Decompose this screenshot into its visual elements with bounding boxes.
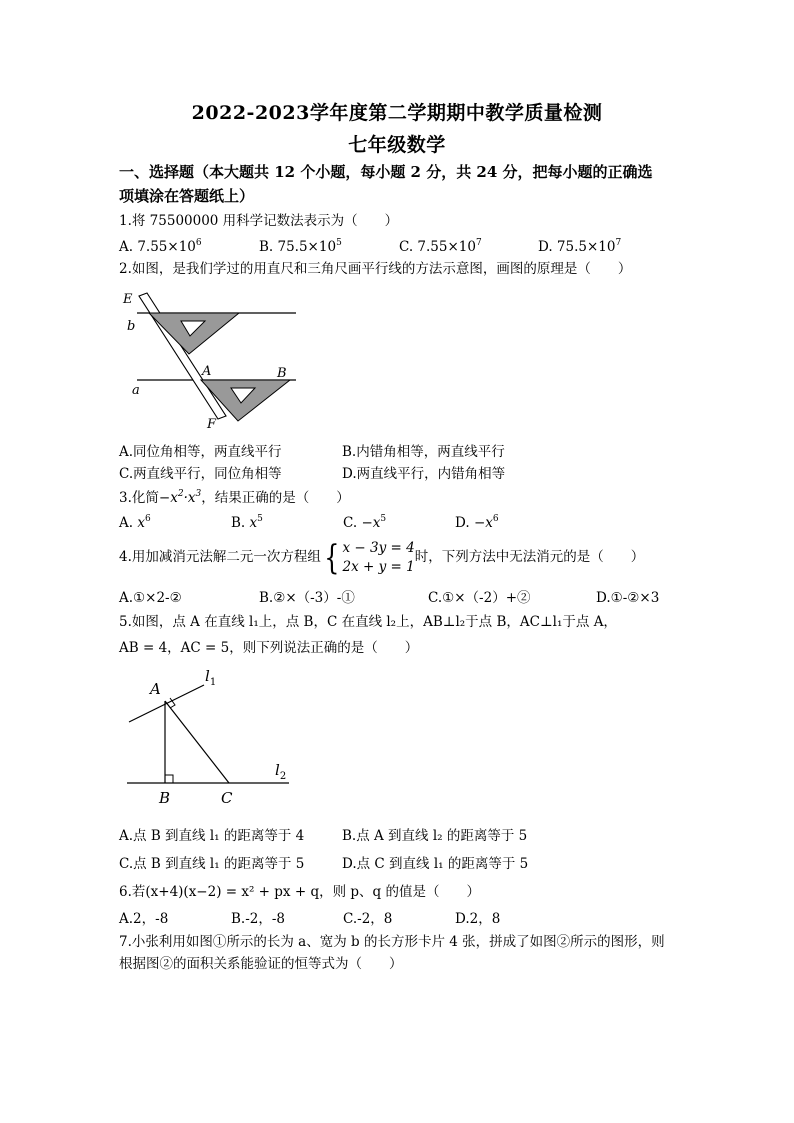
- q5-option-c: C.点 B 到直线 l₁ 的距离等于 5: [119, 856, 305, 872]
- q6-stem: 6.若(x+4)(x−2) = x² + px + q，则 p、q 的值是（ ）: [119, 884, 480, 900]
- q5-figure: [119, 665, 304, 810]
- q4-option-d: D.①-②×3: [596, 590, 660, 606]
- q3-option-c: C. $-x^5$: [343, 514, 387, 531]
- q4-eq1: x − 3y = 4: [342, 539, 415, 556]
- exam-subtitle: 七年级数学: [348, 134, 446, 156]
- label-B: B: [159, 789, 171, 807]
- q7-stem-line2: 根据图②的面积关系能验证的恒等式为（ ）: [119, 956, 403, 972]
- section-heading-line1: 一、选择题（本大题共 12 个小题，每小题 2 分，共 24 分，把每小题的正确选: [119, 163, 653, 181]
- q5-stem-line1: 5.如图，点 A 在直线 l₁上，点 B，C 在直线 l₂上，AB⊥l₂于点 B，AC⊥l₁于点 A，: [119, 614, 617, 630]
- q6-option-b: B.-2，-8: [231, 911, 286, 927]
- label-B: B: [277, 366, 287, 381]
- q3-option-b: B. $x^5$: [231, 514, 263, 531]
- q2-figure: [119, 288, 304, 433]
- q1-option-c: C. $7.55\times 10^7$: [399, 238, 482, 255]
- segment-AC: [165, 701, 229, 783]
- label-a: a: [132, 383, 140, 398]
- right-angle-B: [165, 775, 173, 783]
- q5-option-a: A.点 B 到直线 l₁ 的距离等于 4: [119, 828, 305, 844]
- q1-stem: 1.将 75500000 用科学记数法表示为（ ）: [119, 213, 399, 229]
- label-C: C: [221, 789, 233, 807]
- q1-option-d: D. $75.5\times 10^7$: [538, 238, 622, 255]
- q4-option-b: B.②×（-3）-①: [259, 590, 355, 606]
- label-F: F: [207, 417, 217, 432]
- q2-option-b: B.内错角相等，两直线平行: [342, 444, 505, 460]
- label-b: b: [127, 319, 136, 334]
- q3-option-d: D. $-x^6$: [455, 514, 499, 531]
- q5-stem-line2: AB = 4，AC = 5，则下列说法正确的是（ ）: [119, 640, 419, 656]
- q5-option-d: D.点 C 到直线 l₁ 的距离等于 5: [342, 856, 529, 872]
- q4-option-c: C.①×（-2）+②: [428, 590, 531, 606]
- label-A: A: [150, 680, 161, 698]
- q3-option-a: A. $x^6$: [119, 514, 151, 531]
- q6-option-a: A.2，-8: [119, 911, 169, 927]
- q5-option-b: B.点 A 到直线 l₂ 的距离等于 5: [342, 828, 528, 844]
- q2-option-c: C.两直线平行，同位角相等: [119, 466, 282, 482]
- exam-title: 2022-2023学年度第二学期期中教学质量检测: [191, 102, 603, 124]
- ruler: [139, 293, 226, 419]
- label-l1: $l_1$: [205, 667, 217, 688]
- q4-option-a: A.①×2-②: [119, 590, 182, 606]
- label-E: E: [123, 292, 133, 307]
- q2-stem: 2.如图，是我们学过的用直尺和三角尺画平行线的方法示意图，画图的原理是（ ）: [119, 261, 632, 277]
- label-A: A: [202, 364, 212, 379]
- q2-option-a: A.同位角相等，两直线平行: [119, 444, 282, 460]
- q3-stem: 3.化简$-x^2\cdot x^3$，结果正确的是（ ）: [119, 489, 350, 506]
- q1-option-a: A. $7.55\times 10^6$: [119, 238, 202, 255]
- q4-eq2: 2x + y = 1: [342, 558, 415, 575]
- q7-stem-line1: 7.小张利用如图①所示的长为 a、宽为 b 的长方形卡片 4 张，拼成了如图②所示的图形，则: [119, 934, 665, 950]
- q6-option-c: C.-2，8: [343, 911, 393, 927]
- q2-option-d: D.两直线平行，内错角相等: [342, 466, 506, 482]
- q4-stem: 4.用加减消元法解二元一次方程组{ x − 3y = 4 2x + y = 1 时，下列方法中无法消元的是（ ）: [119, 537, 645, 578]
- section-heading-line2: 项填涂在答题纸上）: [119, 187, 255, 205]
- label-l2: $l_2$: [275, 761, 287, 782]
- q6-option-d: D.2，8: [455, 911, 501, 927]
- q1-option-b: B. $75.5\times 10^5$: [259, 238, 342, 255]
